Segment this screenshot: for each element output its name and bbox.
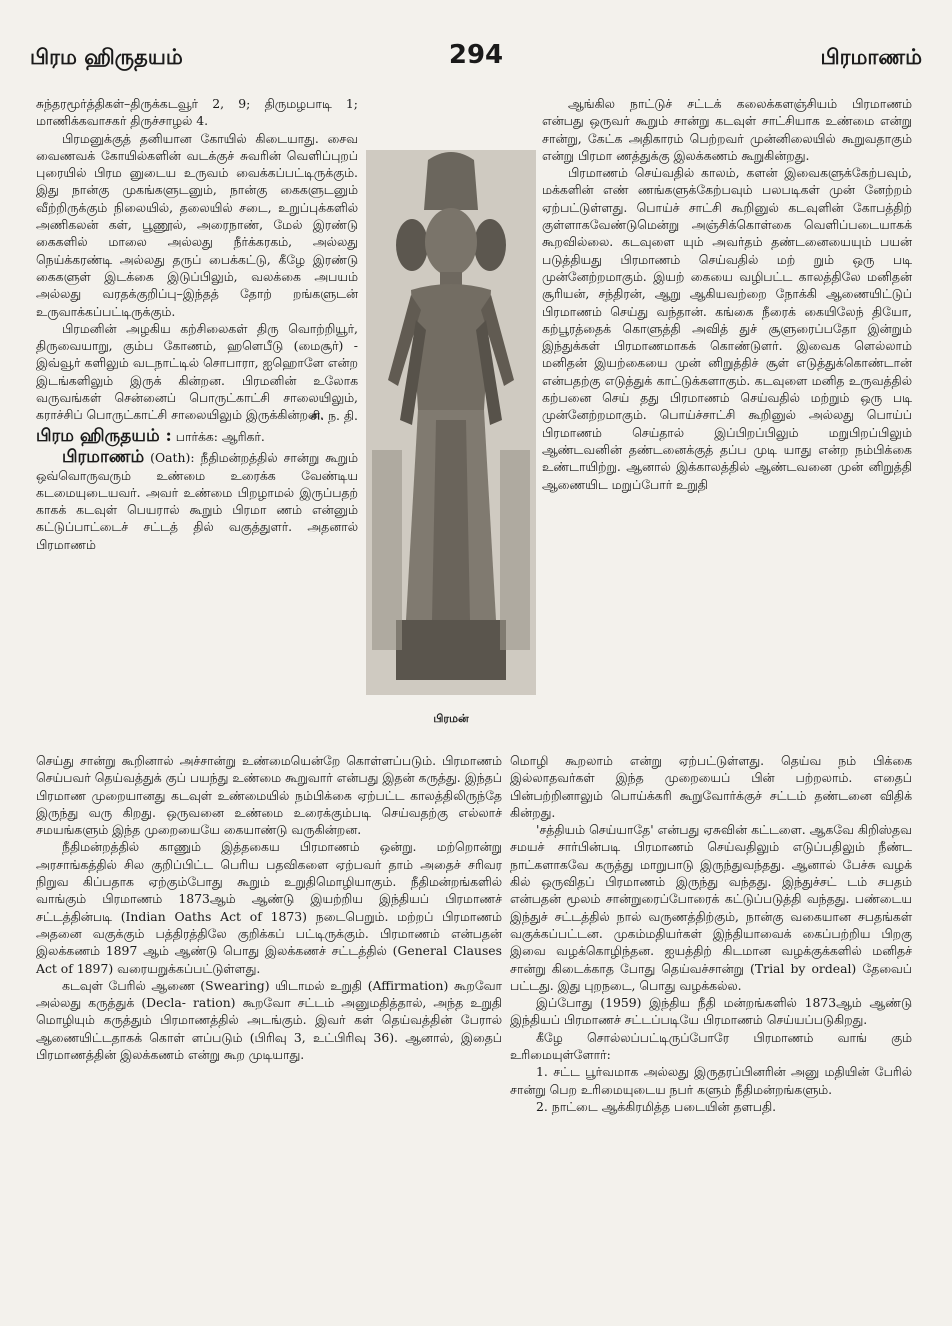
paragraph: பிரமனுக்குத் தனியான கோயில் கிடையாது. சைவ வைணவக் கோயில்களின் வடக்குச் சுவரின் வெளிப்புறப் புரையில் பிரம னுடைய உருவம் வைக்கப்பட்டிருக்கும். இது நான்கு முகங்களுடனும், நான்கு கைகளுடனும் வீற்றிருக்கும் நிலையில், தலையில் சடை, உறுப்புக்களில் அணிகலன் கள், பூணூல், அரைநாண், மேல் இரண்டு கைகளில் மாலை அல்லது நீர்க்கரகம், அல்லது நெய்க்கரண்டி அல்லது தருப் பைக்கட்டு, கீழே இரண்டு கைகளுள் இடக்கை இடுப்பிலும், வலக்கை அபயம் அல்லது வரதக்குறிப்பு–இந்தத் தோற் றங்களுடன் உருவாக்கப்பட்டிருக்கும். — [36, 130, 358, 319]
figure-caption: பிரமன் — [433, 712, 469, 725]
entry-headword: பிரம ஹிருதயம் : — [36, 425, 172, 446]
entry-oath — [36, 449, 358, 553]
paragraph: பிரமாணம் செய்வதில் காலம், களன் இவைகளுக்கேற்பவும், மக்களின் எண் ணங்களுக்கேற்பவும் பலபடிகள் முன் னேற்றம் ஏற்பட்டுள்ளது. பொய்ச் சாட்சி கூறினுல் கடவுளின் கோபத்திற் குள்ளாகவேண்டுமென்று அஞ்சிக்கொள்கை வெளிப்படையாகக் கூறவில்லை. கடவுளை யும் அவர்தம் தண்டனையையும் பயன் படுத்தியது பிரமாணம் செய்வதில் மற் றும் ஒரு படி முன்னேற்றமாகும். இயற் கையை வழிபட்ட காலத்திலே மனிதன் சூரியன், சந்திரன், ஆறு ஆகியவற்றை நோக்கி ஆணையிட்டுப் பிரமாணம் செய்து வந்தான். கங்கை நீரைக் கையிலேந் தியோ, கற்பூரத்தைக் கொளுத்தி அவித் துச் சூளுரைப்பதோ இன்றும் இந்துக்கள் பிரமாணமாகக் கொண்டுளர். இவைக ளெல்லாம் மனிதன் இயற்கையை முன் னிறுத்திச் சூள் எடுத்துக்கொண்டான் என்பதற்கு எடுத்துக் காட்டுக்களாகும். கடவுளை மனித உருவத்தில் கற்பனை செய் தது பிரமாணம் செய்வதில் மற்றும் ஒரு படி முன்னேற்றமாகும். பொய்ச்சாட்சி கூறினுல் அல்லது பொய்ப் பிரமாணம் செய்தால் இப்பிறப்பிலும் மறுபிறப்பிலும் ஆண்டவனின் தண்டனைக்குத் தப்ப முடி யாது என்ற நம்பிக்கை உண்டாயிற்று. ஆனால் இக்காலத்தில் ஆண்டவனை முன் னிறுத்தி ஆணையிட மறுப்போர் உறுதி — [542, 165, 912, 492]
paragraph: கீழே சொல்லப்பட்டிருப்போரே பிரமாணம் வாங் கும் உரிமையுள்ளோர்: — [510, 1029, 912, 1063]
entry-body: பார்க்க: ஆரிகர். — [171, 428, 265, 444]
left-column-bottom — [36, 752, 502, 1063]
page-header — [30, 40, 922, 74]
right-column-top — [542, 95, 912, 493]
paragraph: செய்து சான்று கூறினால் அச்சான்று உண்மையென்றே கொள்ளப்படும். பிரமாணம் செய்பவர் தெய்வத்துக் குப் பயந்து உண்மை கூறுவார் என்பது இதன் கருத்து. இந்தப் பிரமாண முறையானது கடவுள் உண்மையில் நம்பிக்கை ஏற்பட்ட காலத்திலிருந்தே இருந்து வரு கிறது. ஒருவனை உண்மை உரைக்கும்படி செய்வதற்கு எல்லாச் சமயங்களும் இந்த முறையையே கையாண்டு வருகின்றன. — [36, 753, 502, 838]
paragraph: பிரமனின் அழகிய கற்சிலைகள் திரு வொற்றியூர், திருவையாறு, கும்ப கோணம், ஹளெபீடு (மைசூர்) - இவ்வூர் களிலும் வடநாட்டில் சொபாரா, ஐஹொளே என்ற இடங்களிலும் இருக் கின்றன. பிரமனின் உலோக வருவங்கள் சென்னைப் பொருட்காட்சி சாலையிலும், கராச்சிப் பொருட்காட்சி சாலையிலும் இருக்கின்றன. — [36, 320, 358, 423]
paragraph: இப்போது (1959) இந்திய நீதி மன்றங்களில் 1873ஆம் ஆண்டு இந்தியப் பிரமாணச் சட்டப்படியே பிரமாணம் செய்யப்படுகிறது. — [510, 995, 912, 1028]
paragraph: ஆங்கில நாட்டுச் சட்டக் கலைக்களஞ்சியம் பிரமாணம் என்பது ஒருவர் கூறும் சான்று கடவுள் சாட்சியாக உண்மை என்று சான்று, கேட்க அதிகாரம் பெற்றவர் முன்னிலையில் கூறுவதாகும் என்று பிரமா ணத்துக்கு இலக்கணம் கூறுகின்றது. — [542, 96, 912, 163]
running-head-left: பிரம ஹிருதயம் — [30, 44, 183, 69]
entry-cross-reference — [36, 425, 358, 446]
entry-headword: பிரமாணம் — [62, 447, 145, 468]
paragraph: நீதிமன்றத்தில் காணும் இத்தகைய பிரமாணம் ஒன்று. மற்றொன்று அரசாங்கத்தில் சில குறிப்பிட்ட பெரிய பதவிகளை ஏற்பவர் தாம் அதைச் சரிவர நிறுவ கிப்பதாக ஏற்கும்போது கூறும் உறுதிமொழியாகும். நீதிமன்றங்களில் வாங்கும் பிரமாணம் 1873ஆம் ஆண்டு இயற்றிய இந்தியப் பிரமாணச் சட்டத்தின்படி (Indian Oaths Act of 1873) நடைபெறும். மற்றப் பிரமாணம் அதனை வகுக்கும் பத்திரத்திலே குறிக்கப் பட்டிருக்கும். பிரமாணம் என்பதன் இலக்கணம் 1897 ஆம் ஆண்டு பொது இலக்கணச் சட்டத்தில் (General Clauses Act of 1897) வரையறுக்கப்பட்டுள்ளது. — [36, 839, 502, 976]
brahma-statue-photo — [366, 150, 536, 695]
page-number: 294 — [448, 40, 504, 70]
right-column-bottom — [510, 752, 912, 1115]
left-column-top — [36, 95, 358, 553]
paragraph: கடவுள் பேரில் ஆணை (Swearing) யிடாமல் உறுதி (Affirmation) கூறவோ அல்லது கருத்துக் (Decla- ration) கூறவோ சட்டம் அனுமதித்தால், அந்த உறுதி மொழியும் கருத்தும் பிரமாணத்தில் அடங்கும். இவர் கள் தெய்வத்தின் பேரால் ஆணையிட்டதாகக் கொள் ளப்படும் (பிரிவு 3, உட்பிரிவு 36). ஆனால், இதைப் பிரமாணத்தின் இலக்கணம் என்று கூற முடியாது. — [36, 977, 502, 1063]
author-initials: சி. ந. தி. — [310, 407, 358, 423]
paragraph: 'சத்தியம் செய்யாதே' என்பது ஏசுவின் கட்டளை. ஆகவே கிறிஸ்தவ சமயச் சார்பின்படி பிரமாணம் செய்வதிலும் எடுப்பதிலும் நீண்ட நாட்களாகவே கருத்து மாறுபாடு இருந்துவந்தது. ஆனால் பேச்சு வழக் கில் ஒருவிதப் பிரமாணம் இருந்து வந்தது. இந்துச்சட் டம் சபதம் என்பதன் மூலம் சான்றுரைப்போரைக் கட்டுப்படுத்தி வந்தது. பண்டைய இந்துச் சட்டத்தில் நால் வருணத்திற்கும், நான்கு வகையான சபதங்கள் வகுக்கப்பட்டன. முகம்மதியர்கள் இந்தியாவைக் கைப்பற்றிய பிறகு இவை வழக்கொழிந்தன. ஐயத்திற் கிடமான வழக்குக்களில் மனிதச் சான்று கிடைக்காத போது தெய்வச்சான்று (Trial by ordeal) தேவைப் பட்டது. இது புறநடை, பொது வழக்கல்ல. — [510, 822, 912, 993]
list-item: 2. நாட்டை ஆக்கிரமித்த படையின் தளபதி. — [536, 1098, 777, 1114]
running-head-right: பிரமாணம் — [820, 44, 922, 69]
paragraph: சுந்தரமூர்த்திகள்–திருக்கடவூர் 2, 9; திருமழபாடி 1; மாணிக்கவாசகர் திருச்சாழல் 4. — [36, 96, 358, 129]
list-item: 1. சட்ட பூர்வமாக அல்லது இருதரப்பினரின் அனு மதியின் பேரில் சான்று பெற உரிமையுடைய நபர் களும் நீதிமன்றங்களும். — [510, 1064, 912, 1097]
entry-english: (Oath) — [144, 450, 191, 466]
entry-body: : நீதிமன்றத்தில் சான்று கூறும் ஒவ்வொருவரும் உண்மை உரைக்க வேண்டிய கடமையுடையவர். அவர் உண்மை பிறழாமல் இருப்பதற் காகக் கடவுள் பெயரால் கூறும் பிரமா ணம் என்னும் கட்டுப்பாட்டைச் சட்டத் தில் வகுத்துளர். அதனால் பிரமாணம் — [36, 450, 358, 552]
paragraph: மொழி கூறலாம் என்று ஏற்பட்டுள்ளது. தெய்வ நம் பிக்கை இல்லாதவர்கள் இந்த முறையைப் பின் பற்றலாம். எதைப் பின்பற்றினாலும் பொய்க்கரி கூறுவோர்க்குச் சட்டம் தண்டனை விதிக் கின்றது. — [510, 753, 912, 820]
